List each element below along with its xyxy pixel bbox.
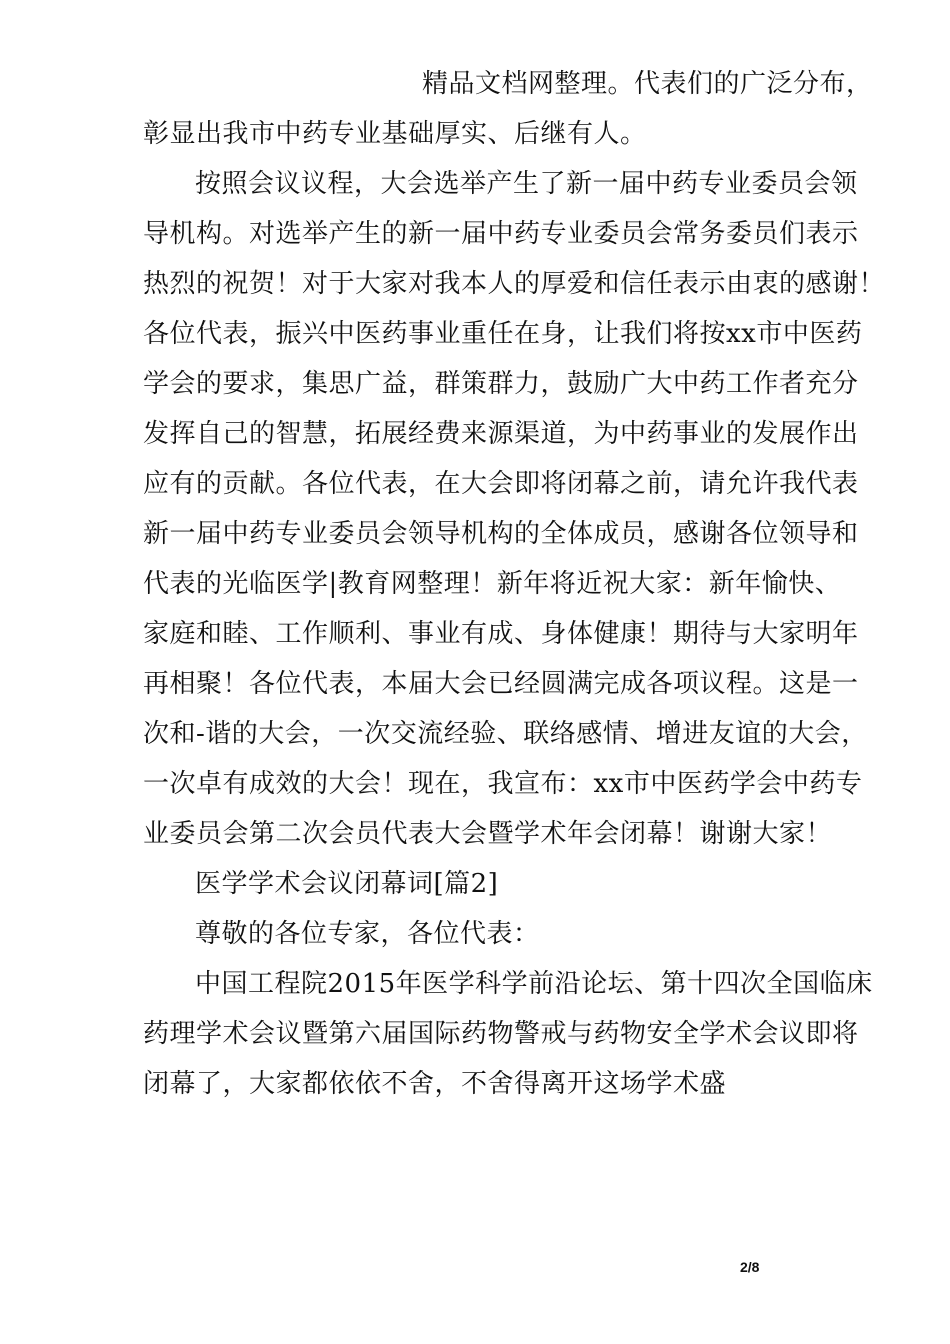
text-line: 彰显出我市中药专业基础厚实、后继有人。 bbox=[143, 119, 647, 149]
text-line: 按照会议议程，大会选举产生了新一届中药专业委员会领 bbox=[195, 169, 858, 199]
text-line: 药理学术会议暨第六届国际药物警戒与药物安全学术会议即将 bbox=[143, 1019, 859, 1049]
text-line: 学会的要求，集思广益，群策群力，鼓励广大中药工作者充分 bbox=[143, 369, 859, 399]
text-line: 精品文档网整理。代表们的广泛分布， bbox=[422, 69, 873, 99]
text-line: 导机构。对选举产生的新一届中药专业委员会常务委员们表示 bbox=[143, 219, 859, 249]
text-line: 家庭和睦、工作顺利、事业有成、身体健康！期待与大家明年 bbox=[143, 619, 859, 649]
text-line: 一次卓有成效的大会！现在，我宣布：xx市中医药学会中药专 bbox=[143, 769, 863, 799]
text-line: 再相聚！各位代表，本届大会已经圆满完成各项议程。这是一 bbox=[143, 669, 859, 699]
salutation: 尊敬的各位专家，各位代表： bbox=[195, 919, 540, 949]
text-line: 新一届中药专业委员会领导机构的全体成员，感谢各位领导和 bbox=[143, 519, 859, 549]
text-line: 闭幕了，大家都依依不舍，不舍得离开这场学术盛 bbox=[143, 1069, 727, 1099]
text-line: 中国工程院2015年医学科学前沿论坛、第十四次全国临床 bbox=[195, 969, 873, 999]
text-line: 发挥自己的智慧，拓展经费来源渠道，为中药事业的发展作出 bbox=[143, 419, 859, 449]
page-number: 2/8 bbox=[740, 1259, 760, 1275]
text-line: 热烈的祝贺！对于大家对我本人的厚爱和信任表示由衷的感谢！ bbox=[143, 269, 886, 299]
text-line: 次和-谐的大会，一次交流经验、联络感情、增进友谊的大会， bbox=[143, 719, 868, 749]
text-line: 代表的光临医学|教育网整理！新年将近祝大家：新年愉快、 bbox=[143, 569, 842, 599]
text-line: 应有的贡献。各位代表，在大会即将闭幕之前，请允许我代表 bbox=[143, 469, 859, 499]
text-line: 各位代表，振兴中医药事业重任在身，让我们将按xx市中医药 bbox=[143, 319, 863, 349]
section-heading: 医学学术会议闭幕词[篇2] bbox=[195, 869, 499, 899]
text-line: 业委员会第二次会员代表大会暨学术年会闭幕！谢谢大家！ bbox=[143, 819, 833, 849]
